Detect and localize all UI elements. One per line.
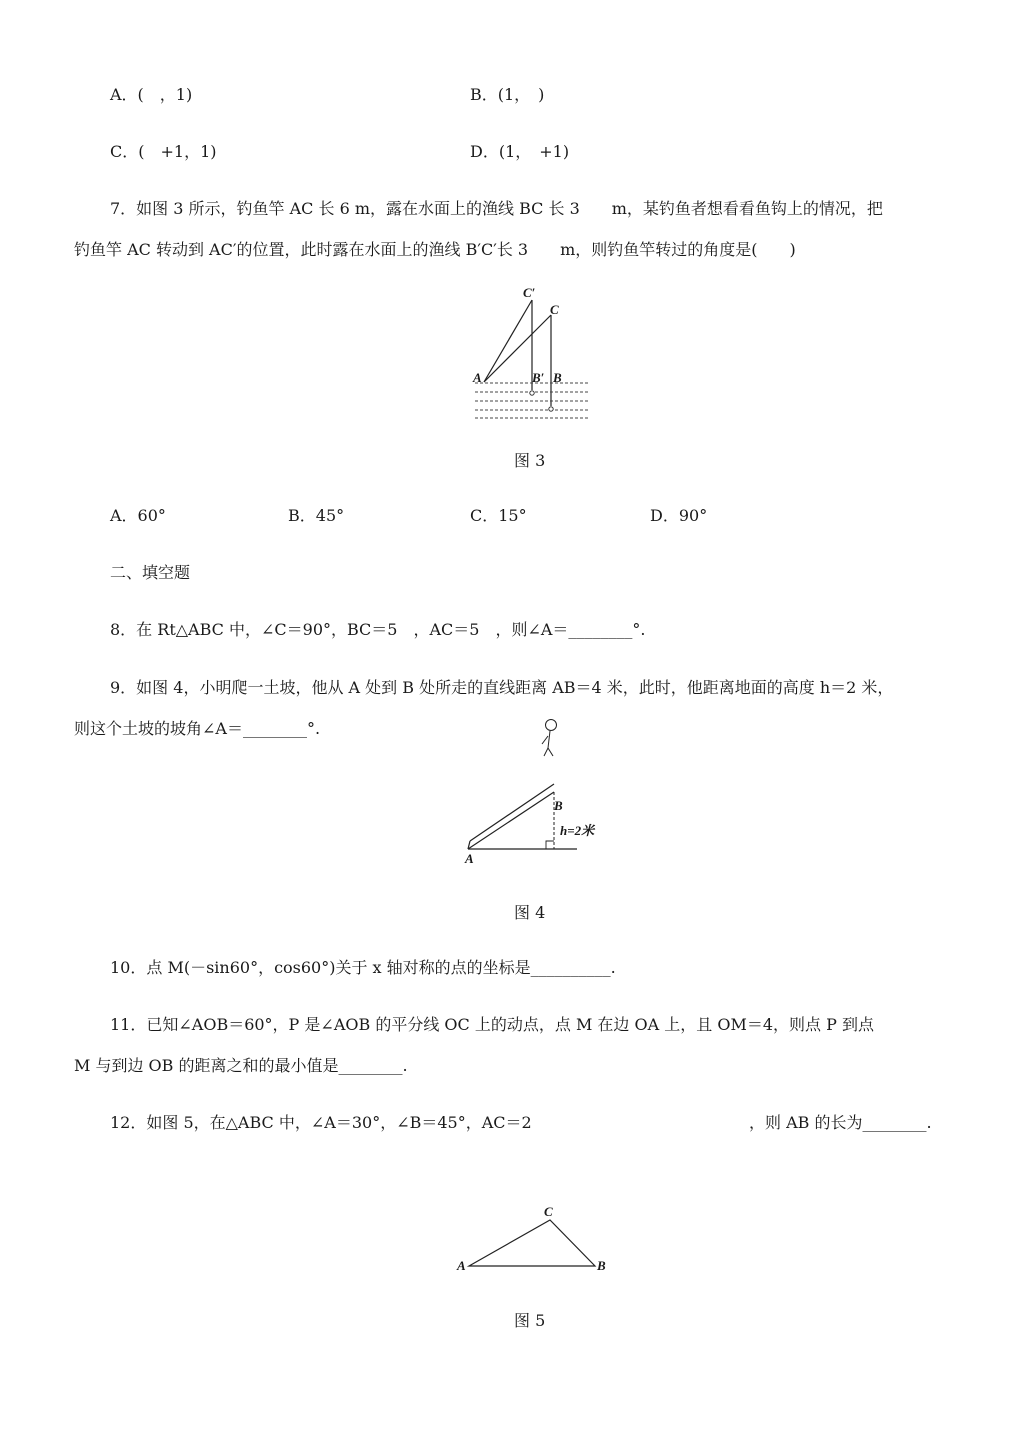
figure-4-caption: 图 4: [514, 903, 546, 922]
figure-5: [455, 1204, 615, 1276]
fig5-label-b: B: [597, 1258, 606, 1273]
q8-text: 8．在 Rt△ABC 中，∠C＝90°，BC＝5 ，AC＝5 ，则∠A＝________°.: [110, 620, 646, 639]
fig4-label-b: B: [554, 798, 563, 813]
q12-text-left: 12．如图 5，在△ABC 中，∠A＝30°，∠B＝45°，AC＝2: [110, 1113, 532, 1132]
figure-5-caption: 图 5: [514, 1311, 546, 1330]
fig5-label-a: A: [457, 1258, 466, 1273]
q6-option-c: C．( +1，1): [110, 142, 217, 161]
fig4-label-h: h=2米: [560, 823, 595, 838]
q10-text: 10．点 M(－sin60°，cos60°)关于 x 轴对称的点的坐标是__________.: [110, 958, 616, 977]
fig3-label-a: A: [473, 370, 482, 385]
q6-option-b: B．(1， ): [470, 85, 545, 104]
q7-option-b: B．45°: [288, 506, 345, 525]
q9-line-2: 则这个土坡的坡角∠A＝________°.: [74, 719, 321, 738]
q12-text-right: ，则 AB 的长为________.: [749, 1113, 932, 1132]
q7-line-1: 7．如图 3 所示，钓鱼竿 AC 长 6 m，露在水面上的渔线 BC 长 3 m，某钓鱼者想看看鱼钩上的情况，把: [110, 199, 883, 218]
q7-option-d: D．90°: [650, 506, 708, 525]
figure-3-caption: 图 3: [514, 451, 546, 470]
figure-4: [462, 714, 612, 866]
q7-option-a: A．60°: [110, 506, 166, 525]
q9-line-1: 9．如图 4，小明爬一土坡，他从 A 处到 B 处所走的直线距离 AB＝4 米，此时，他距离地面的高度 h＝2 米，: [110, 678, 894, 697]
q11-line-1: 11．已知∠AOB＝60°，P 是∠AOB 的平分线 OC 上的动点，点 M 在边 OA 上，且 OM＝4，则点 P 到点: [110, 1015, 874, 1034]
fig4-label-a: A: [465, 851, 474, 866]
fig5-label-c: C: [544, 1204, 553, 1219]
q6-option-a: A．( ，1): [110, 85, 193, 104]
fig3-label-b: B: [553, 370, 562, 385]
q7-line-2: 钓鱼竿 AC 转动到 AC′的位置，此时露在水面上的渔线 B′C′长 3 m，则钓鱼竿转过的角度是( ): [74, 240, 796, 259]
q6-option-d: D．(1， +1): [470, 142, 570, 161]
fig3-label-c-prime: C′: [523, 285, 536, 300]
section-title: 二、填空题: [110, 563, 191, 582]
q11-line-2: M 与到边 OB 的距离之和的最小值是________.: [74, 1056, 408, 1075]
fig3-label-b-prime: B′: [532, 370, 545, 385]
q7-option-c: C．15°: [470, 506, 527, 525]
fig3-label-c: C: [550, 302, 559, 317]
figure-3: [470, 282, 600, 422]
